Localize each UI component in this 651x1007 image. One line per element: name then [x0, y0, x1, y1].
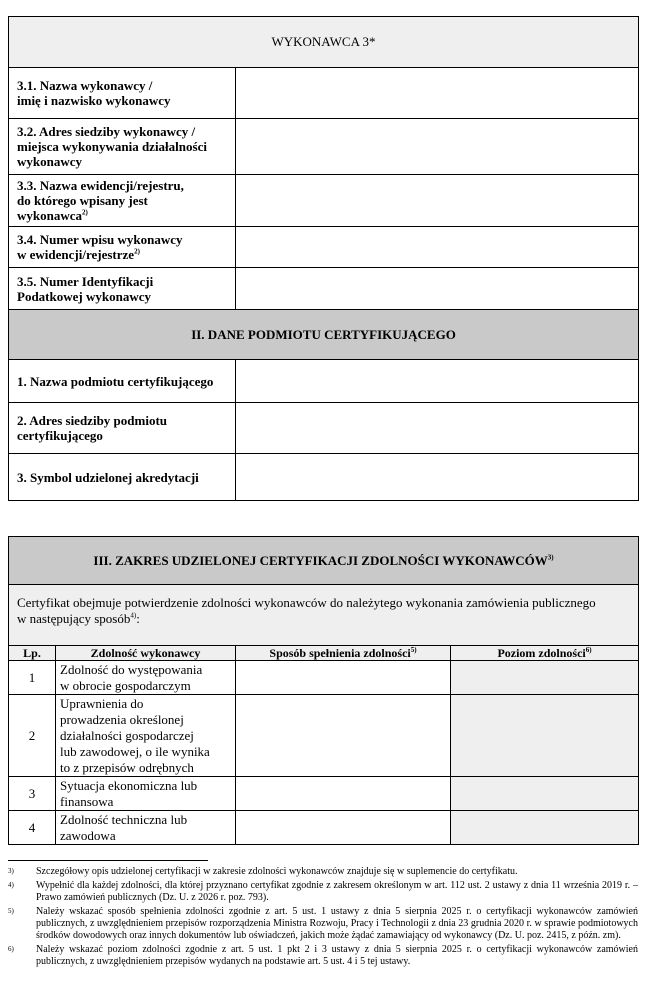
- ability-cell: [56, 777, 236, 811]
- footnote-number: 5): [8, 907, 14, 915]
- ability-line: Sytuacja ekonomiczna lub: [60, 778, 198, 793]
- label-certifier-name: [9, 360, 236, 403]
- row-number: 2: [9, 695, 56, 777]
- row-number: 3: [9, 777, 56, 811]
- contractor-3-header-text: WYKONAWCA 3*: [271, 34, 376, 49]
- label-accreditation-symbol: [9, 454, 236, 501]
- ability-cell: [56, 661, 236, 695]
- ability-line: działalności gospodarczej: [60, 728, 194, 743]
- level-field[interactable]: [451, 695, 639, 777]
- ability-line: Zdolność techniczna lub: [60, 812, 188, 827]
- footnote: [8, 866, 638, 878]
- label-tax-id: [9, 268, 236, 310]
- scope-column-headers: [9, 646, 639, 661]
- label-line: 3.4. Numer wpisu wykonawcy: [17, 232, 183, 247]
- col-header-method-text: Sposób spełnienia zdolności: [269, 645, 411, 660]
- scope-section-header-text: III. ZAKRES UDZIELONEJ CERTYFIKACJI ZDOLNOŚCI WYKONAWCÓW: [93, 552, 548, 568]
- footnote-ref: 2): [134, 247, 140, 256]
- label-line: miejsca wykonywania działalności: [17, 139, 207, 154]
- level-field[interactable]: [451, 777, 639, 811]
- scope-intro-end: :: [136, 611, 140, 626]
- footnote-separator: [8, 860, 208, 861]
- ability-line: to z przepisów odrębnych: [60, 760, 194, 775]
- footnote-text: Należy wskazać sposób spełnienia zdolności zgodnie z art. 5 ust. 1 ustawy z dnia 5 sierpnia 2025 r. o certyfikacji wykonawców zamówień publicznych, z uwzględnieniem przepisów rozporządzenia Ministra Rozwoju, Pracy i Technologii z dnia 23 grudnia 2020 r. w sprawie podmiotowych środków dowodowych oraz innych dokumentów lub oświadczeń, jakich może żądać zamawiający od wykonawcy (Dz. U. poz. 2415, z późn. zm).: [36, 906, 638, 941]
- contractor-address-field[interactable]: [236, 119, 639, 175]
- label-line: wykonawcy: [17, 154, 83, 169]
- label-line: Podatkowej wykonawcy: [17, 288, 151, 304]
- tax-id-field[interactable]: [236, 268, 639, 310]
- ability-line: finansowa: [60, 794, 114, 809]
- label-line: 2. Adres siedziby podmiotu: [17, 413, 168, 428]
- method-field[interactable]: [236, 777, 451, 811]
- label-line: certyfikującego: [17, 428, 103, 443]
- ability-line: Uprawnienia do: [60, 696, 144, 711]
- contractor-and-certifier-table: [8, 16, 639, 501]
- scope-section-header: [9, 537, 639, 585]
- col-header-method: [236, 646, 451, 661]
- table-row: [9, 777, 639, 811]
- certifier-section-header-text: II. DANE PODMIOTU CERTYFIKUJĄCEGO: [191, 326, 456, 342]
- table-row: [9, 811, 639, 845]
- row-number: 1: [9, 661, 56, 695]
- row-number: 4: [9, 811, 56, 845]
- table-row: [9, 661, 639, 695]
- footnote-ref: 3): [547, 553, 554, 562]
- footnote-ref: 6): [585, 645, 592, 654]
- label-line: imię i nazwisko wykonawcy: [17, 93, 171, 108]
- table-row: [9, 695, 639, 777]
- registry-number-field[interactable]: [236, 227, 639, 268]
- label-registry-name: [9, 175, 236, 227]
- method-field[interactable]: [236, 661, 451, 695]
- level-field[interactable]: [451, 811, 639, 845]
- col-header-lp: Lp.: [9, 646, 56, 661]
- certifier-name-field[interactable]: [236, 360, 639, 403]
- footnote-number: 6): [8, 945, 14, 953]
- label-line: do którego wpisany jest: [17, 193, 148, 208]
- contractor-3-header: [9, 17, 639, 68]
- footnote: [8, 944, 638, 968]
- footnote-number: 4): [8, 881, 14, 889]
- ability-line: zawodowa: [60, 828, 116, 843]
- footnote-text: Należy wskazać poziom zdolności zgodnie z art. 5 ust. 1 pkt 2 i 3 ustawy z dnia 5 sierpnia 2025 r. o certyfikacji wykonawców zamówień publicznych, z uwzględnieniem przepisów wydanych na podstawie art. 5 ust. 4 i 5 tej ustawy.: [36, 944, 638, 967]
- label-certifier-address: [9, 403, 236, 454]
- scope-intro-line: w następujący sposób: [17, 611, 131, 626]
- footnote-text: Wypełnić dla każdej zdolności, dla której przyznano certyfikat zgodnie z zakresem określonym w art. 112 ust. 2 ustawy z dnia 11 września 2019 r. – Prawo zamówień publicznych (Dz. U. z 2026 r. poz. 793).: [36, 880, 638, 903]
- label-line: 1. Nazwa podmiotu certyfikującego: [17, 373, 214, 389]
- level-field[interactable]: [451, 661, 639, 695]
- col-header-level: [451, 646, 639, 661]
- label-line: w ewidencji/rejestrze: [17, 247, 135, 262]
- label-contractor-name: [9, 68, 236, 119]
- footnote: [8, 906, 638, 942]
- ability-line: prowadzenia określonej: [60, 712, 184, 727]
- label-line: wykonawca: [17, 208, 83, 223]
- col-header-ability: Zdolność wykonawcy: [56, 646, 236, 661]
- certifier-section-header: [9, 310, 639, 360]
- accreditation-symbol-field[interactable]: [236, 454, 639, 501]
- ability-cell: [56, 695, 236, 777]
- label-line: 3.3. Nazwa ewidencji/rejestru,: [17, 178, 184, 193]
- label-registry-number: [9, 227, 236, 268]
- label-line: 3.5. Numer Identyfikacji: [17, 273, 154, 289]
- col-header-level-text: Poziom zdolności: [497, 645, 586, 660]
- method-field[interactable]: [236, 811, 451, 845]
- registry-name-field[interactable]: [236, 175, 639, 227]
- certification-scope-table: [8, 536, 639, 845]
- label-contractor-address: [9, 119, 236, 175]
- label-line: 3.2. Adres siedziby wykonawcy /: [17, 124, 196, 139]
- footnote: [8, 880, 638, 904]
- scope-intro-line: Certyfikat obejmuje potwierdzenie zdolności wykonawców do należytego wykonania zamówienia publicznego: [17, 595, 596, 610]
- label-line: 3. Symbol udzielonej akredytacji: [17, 469, 199, 485]
- scope-intro: [9, 585, 639, 646]
- certifier-address-field[interactable]: [236, 403, 639, 454]
- footnote-ref: 4): [130, 611, 137, 620]
- ability-line: lub zawodowej, o ile wynika: [60, 744, 210, 759]
- ability-cell: [56, 811, 236, 845]
- ability-line: Zdolność do występowania: [60, 662, 203, 677]
- footnote-ref: 5): [410, 645, 417, 654]
- contractor-name-field[interactable]: [236, 68, 639, 119]
- footnote-text: Szczegółowy opis udzielonej certyfikacji w zakresie zdolności wykonawców znajduje się w suplemencie do certyfikatu.: [36, 866, 518, 877]
- method-field[interactable]: [236, 695, 451, 777]
- footnotes: [8, 866, 638, 970]
- footnote-number: 3): [8, 867, 14, 875]
- ability-line: w obrocie gospodarczym: [60, 678, 191, 693]
- label-line: 3.1. Nazwa wykonawcy /: [17, 78, 153, 93]
- footnote-ref: 2): [82, 208, 88, 217]
